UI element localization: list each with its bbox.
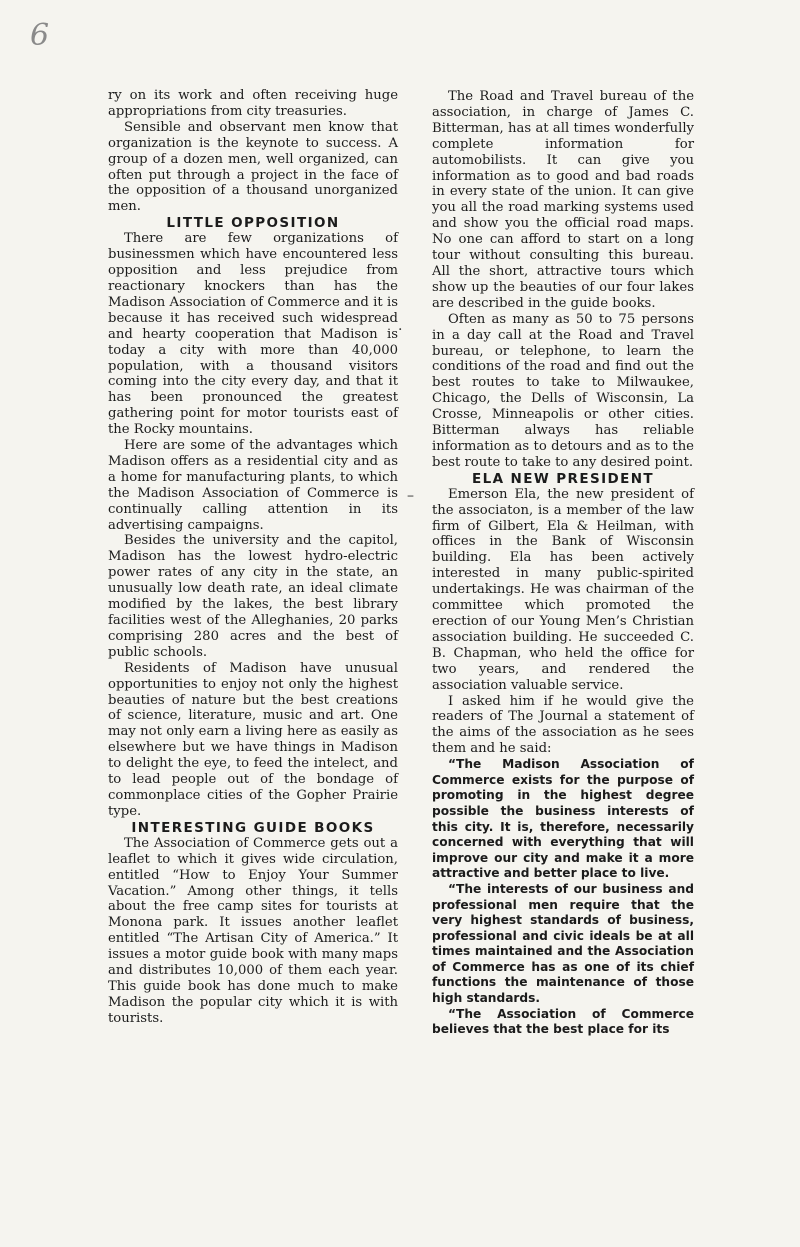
section-heading-little-opposition: LITTLE OPPOSITION xyxy=(166,215,340,232)
margin-dot-mark: . xyxy=(398,318,403,334)
section-heading-ela-new-president: ELA NEW PRESIDENT xyxy=(471,470,655,487)
paragraph: The Road and Travel bureau of the association, in charge of James C. Bitterman, has at all times wonderfully complete information for automobilists. It can give you information as to good and bad roads in every state of the union. It can give you all the road marking systems used and show you the official road maps. No one can afford to start on a long tour without consulting this bureau. All the short, attractive tours which show up the beauties of our four lakes are described in the guide books. xyxy=(432,89,694,311)
quote-paragraph: “The Madison Association of Commerce exists for the purpose of promoting in the highest degree possible the business interests of this city. It is, therefore, necessarily concerned with everything that will improve our city and make it a more attractive and better place to live. xyxy=(432,757,694,881)
paragraph: Residents of Madison have unusual opportunities to enjoy not only the highest beauties of nature but the best creations of science, literature, music and art. One may not only earn a living here as easily as elsewhere but we have things in Madison to delight the eye, to feed the intelect, and to lead people out of the bondage of commonplace cities of the Gopher Prairie type. xyxy=(108,660,398,819)
paragraph: I asked him if he would give the readers of The Journal a statement of the aims of the association as he sees them and he said: xyxy=(432,693,694,757)
left-column xyxy=(108,88,398,1027)
paragraph: The Association of Commerce gets out a leaflet to which it gives wide circulation, entitled “How to Enjoy Your Summer Vacation.” Among other things, it tells about the free camp sites for tourists at Monona park. It issues another leaflet entitled “The Artisan City of America.” It issues a motor guide book with many maps and distributes 10,000 of them each year. This guide book has done much to make Madison the popular city which it is with tourists. xyxy=(108,835,398,1026)
paragraph: Emerson Ela, the new president of the associaton, is a member of the law firm of Gilbert, Ela & Heilman, with offices in the Bank of Wisconsin building. Ela has been actively interested in many public-spirited undertakings. He was chairman of the committee which promoted the erection of our Young Men’s Christian association building. He succeeded C. B. Chapman, who held the office for two years, and rendered the association valuable service. xyxy=(432,486,694,693)
quote-paragraph: “The interests of our business and professional men require that the very highest standards of business, professional and civic ideals be at all times maintained and the Association of Commerce has as one of its chief functions the maintenance of those high standards. xyxy=(432,881,694,1006)
paragraph: Here are some of the advantages which Madison offers as a residential city and as a home for manufacturing plants, to which the Madison Association of Commerce is continually calling attention in its advertising campaigns. xyxy=(108,438,398,533)
paragraph: Often as many as 50 to 75 persons in a day call at the Road and Travel bureau, or telephone, to learn the conditions of the road and find out the best routes to take to Milwaukee, Chicago, the Dells of Wisconsin, La Crosse, Minneapolis or other cities. Bitterman always has reliable information as to detours and as to the best route to take to any desired point. xyxy=(432,311,694,470)
page-number: 6 xyxy=(30,18,50,53)
section-heading-guide-books: INTERESTING GUIDE BOOKS xyxy=(131,819,375,836)
paragraph: Besides the university and the capitol, Madison has the lowest hydro-electric power rates of any city in the state, an unusually low death rate, an ideal climate modified by the lakes, the best library facilities west of the Alleghanies, 20 parks comprising 280 acres and the best of public schools. xyxy=(108,533,398,660)
paragraph: Sensible and observant men know that organization is the keynote to success. A group of a dozen men, well organized, can often put through a project in the face of the opposition of a thousand unorganized men. xyxy=(108,119,398,215)
paragraph: ry on its work and often receiving huge appropriations from city treasuries. xyxy=(108,88,398,119)
right-column xyxy=(432,89,694,1038)
quote-paragraph: “The Association of Commerce believes that the best place for its xyxy=(432,1006,694,1037)
paragraph: There are few organizations of businessmen which have encountered less opposition and less prejudice from reactionary knockers than has the Madison Association of Commerce and it is because it has received such widespread and hearty cooperation that Madison is today a city with more than 40,000 population, with a thousand visitors coming into the city every day, and that it has been pronounced the greatest gathering point for motor tourists east of the Rocky mountains. xyxy=(108,231,398,438)
margin-dash-mark: – xyxy=(407,488,414,504)
